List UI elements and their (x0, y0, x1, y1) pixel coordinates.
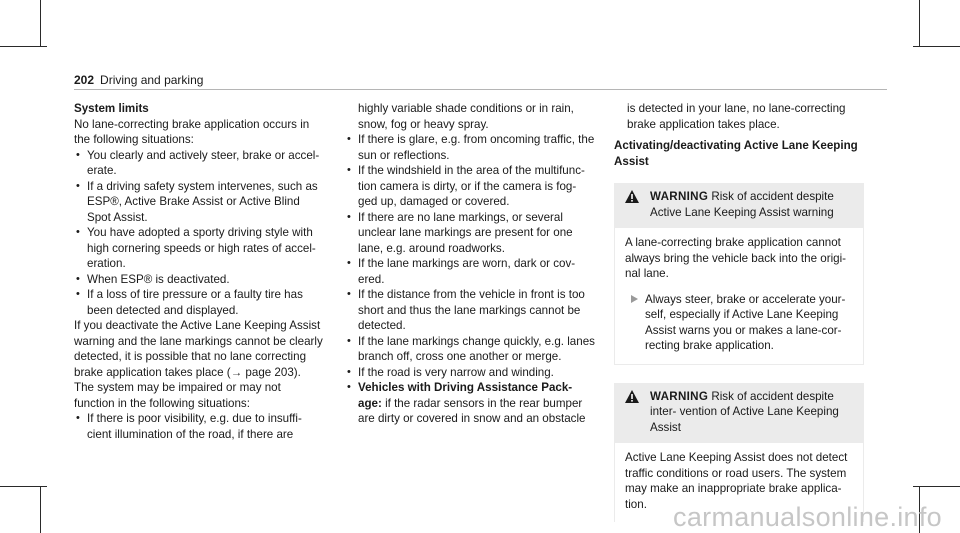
warning-label: WARNING (650, 389, 709, 403)
page-header (74, 73, 203, 87)
bullet-list (74, 148, 324, 319)
list-item-text: if the radar sensors in the rear bumper are dirty or covered in snow and an obstacle (358, 396, 586, 425)
instruction-step (625, 292, 853, 354)
list-item (345, 380, 597, 427)
list-item: • You clearly and actively steer, brake or accel- erate. (74, 148, 324, 179)
list-item: • If a loss of tire pressure or a faulty tire has been detected and displayed. (74, 287, 324, 318)
section-heading: System limits (74, 102, 149, 115)
arrow-right-icon (631, 295, 638, 303)
paragraph: Active Lane Keeping Assist does not detect traffic conditions or road users. The system may make an inappropriate brake applica- tion. (625, 451, 848, 511)
list-item: • When ESP® is deactivated. (74, 272, 324, 288)
page-section-title: Driving and parking (100, 73, 204, 87)
crop-mark (919, 0, 920, 47)
list-item: • If the lane markings change quickly, e.g. lanes branch off, cross one another or merge. (345, 334, 597, 365)
crop-mark (0, 46, 47, 47)
paragraph: No lane-correcting brake application occurs in the following situations: (74, 117, 310, 146)
list-item: • If there are no lane markings, or several unclear lane markings are present for one lane, e.g. around roadworks. (345, 210, 597, 257)
list-item: • If the lane markings are worn, dark or cov- ered. (345, 256, 597, 287)
paragraph: The system may be impaired or may not function in the following situations: (74, 381, 281, 410)
section-heading: Activating/deactivating Active Lane Keeping Assist (614, 139, 858, 168)
paragraph: A lane-correcting brake application cannot always bring the vehicle back into the origi- nal lane. (625, 236, 847, 280)
crop-mark (0, 486, 47, 487)
column-2 (345, 101, 597, 427)
crop-mark (40, 0, 41, 47)
list-item: • If a driving safety system intervenes, such as ESP®, Active Brake Assist or Active Blind Spot Assist. (74, 179, 324, 226)
warning-title: Risk of accident despite inter- vention of Active Lane Keeping Assist (650, 389, 839, 434)
warning-header (614, 383, 864, 444)
header-rule (74, 89, 887, 90)
list-item: • If the distance from the vehicle in front is too short and thus the lane markings cannot be detected. (345, 287, 597, 334)
paragraph: highly variable shade conditions or in rain, snow, fog or heavy spray. (358, 102, 574, 131)
bold-label: Vehicles with Driving Assistance Pack- age: (358, 381, 573, 410)
crop-mark (913, 486, 960, 487)
column-1 (74, 101, 324, 442)
list-item: • You have adopted a sporty driving style with high cornering speeds or high rates of accel- eration. (74, 225, 324, 272)
watermark: carmanualsonline.info (673, 502, 942, 532)
warning-header (614, 183, 864, 228)
crop-mark (40, 486, 41, 533)
list-item: • If the windshield in the area of the multifunc- tion camera is dirty, or if the camera is fog- ged up, damaged or covered. (345, 163, 597, 210)
paragraph: If you deactivate the Active Lane Keeping Assist warning and the lane markings cannot be clearly detected, it is possible that no lane correcting brake application takes place (→ page 203). (74, 319, 323, 379)
page-number: 202 (74, 73, 95, 87)
instruction-text: Always steer, brake or accelerate your- self, especially if Active Lane Keeping Assist warns you or makes a lane-cor- recting brake application. (645, 292, 846, 352)
column-3 (614, 101, 864, 522)
list-item: • If there is glare, e.g. from oncoming traffic, the sun or reflections. (345, 132, 597, 163)
crop-mark (913, 46, 960, 47)
bullet-list (74, 411, 324, 442)
warning-icon (624, 189, 640, 209)
bullet-list (345, 132, 597, 427)
warning-body (614, 228, 864, 365)
warning-box (614, 183, 864, 365)
paragraph: is detected in your lane, no lane-correcting brake application takes place. (627, 102, 846, 131)
warning-label: WARNING (650, 190, 709, 203)
warning-title: Risk of accident despite Active Lane Keeping Assist warning (650, 190, 834, 219)
list-item: • If there is poor visibility, e.g. due to insuffi- cient illumination of the road, if there are (74, 411, 324, 442)
warning-icon (624, 389, 640, 409)
list-item: • If the road is very narrow and winding. (345, 365, 597, 381)
